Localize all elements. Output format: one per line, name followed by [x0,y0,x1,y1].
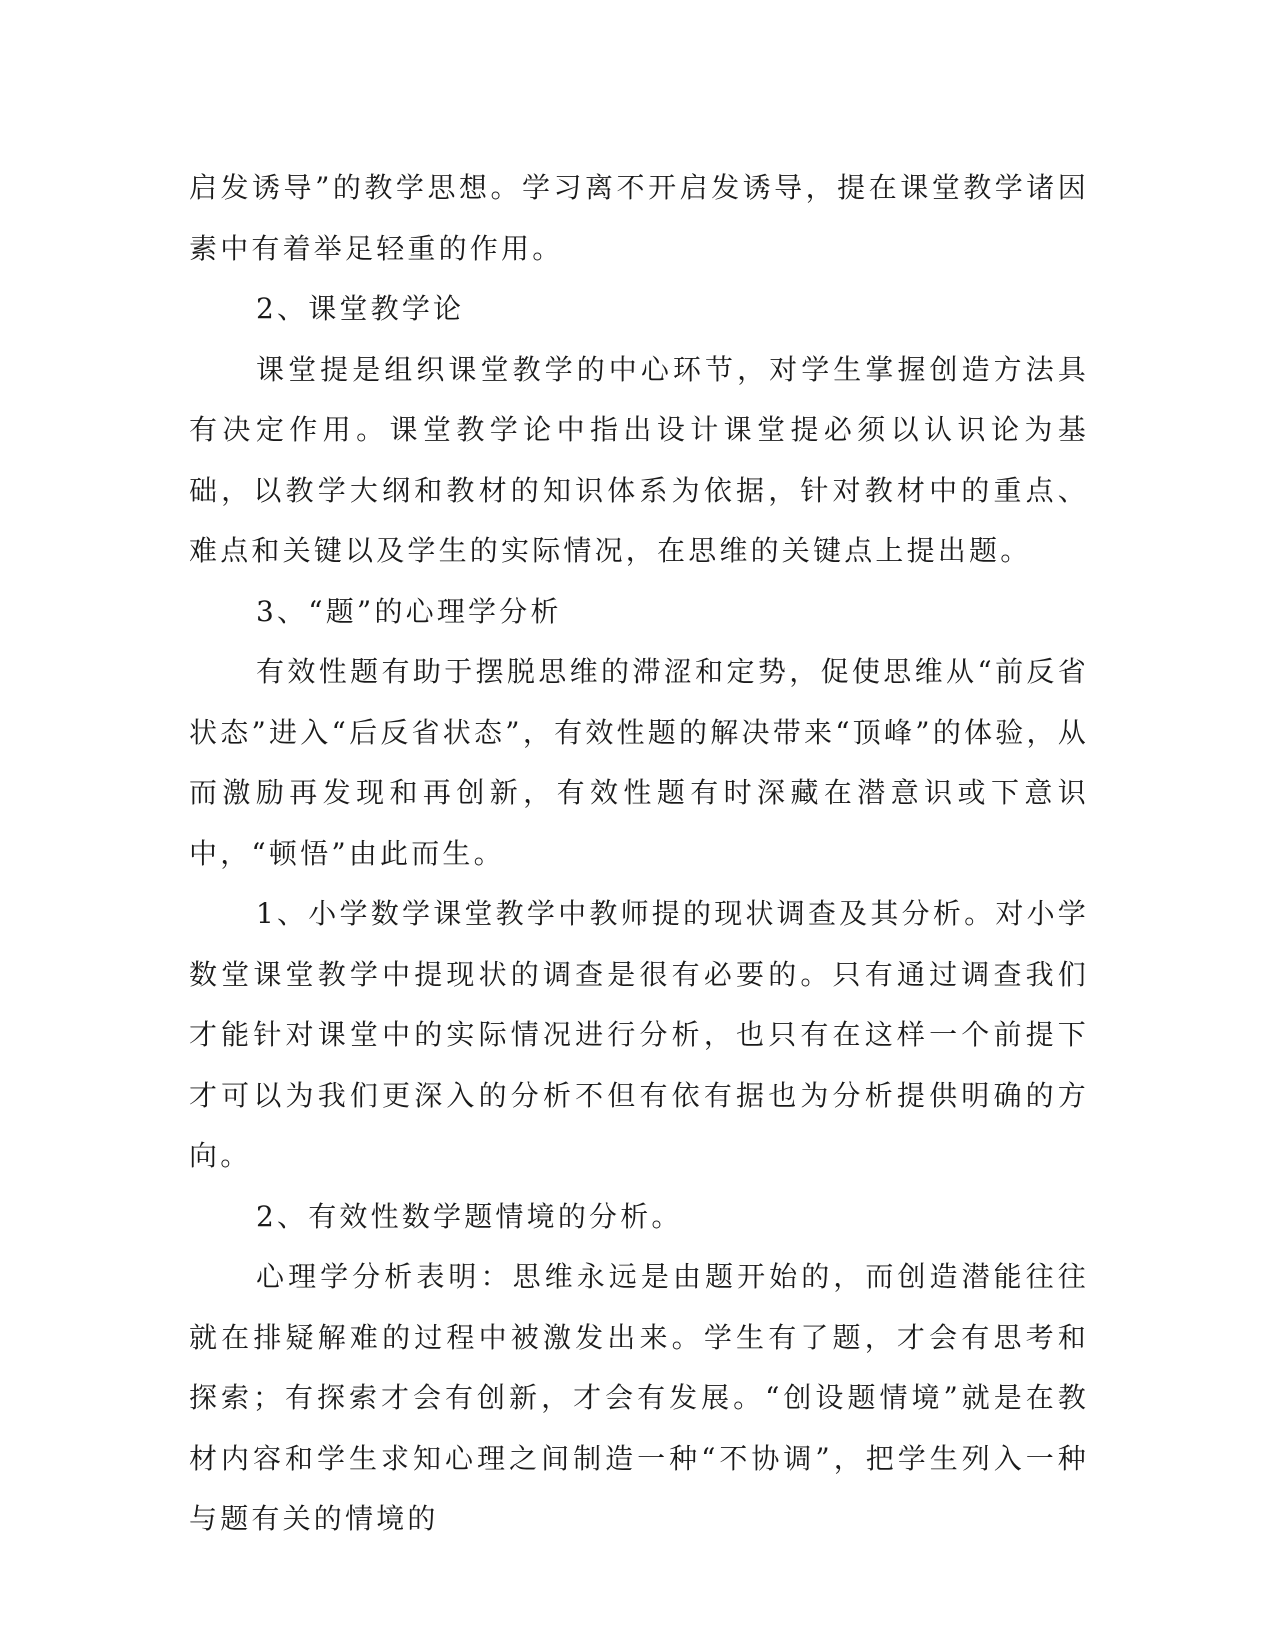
paragraph-survey-analysis: 1、小学数学课堂教学中教师提的现状调查及其分析。对小学数堂课堂教学中提现状的调查是很有必要的。只有通过调查我们才能针对课堂中的实际情况进行分析，也只有在这样一个前提下才可以为我们更深入的分析不但有依有据也为分析提供明确的方向。 [189,897,1089,1172]
section-heading-classroom-teaching-theory: 2、课堂教学论 [256,292,465,325]
paragraph-effective-questions: 有效性题有助于摆脱思维的滞涩和定势，促使思维从“前反省状态”进入“后反省状态”，有效性题的解决带来“顶峰”的体验，从而激励再发现和再创新，有效性题有时深藏在潜意识或下意识中，“顿悟”由此而生。 [189,655,1089,870]
section-heading-question-situation: 2、有效性数学题情境的分析。 [256,1199,683,1233]
paragraph-classroom-questioning: 课堂提是组织课堂教学的中心环节，对学生掌握创造方法具有决定作用。课堂教学论中指出设计课堂提必须以认识论为基础，以教学大纲和教材的知识体系为依据，针对教材中的重点、难点和关键以及学生的实际情况，在思维的关键点上提出题。 [189,352,1089,567]
paragraph-psychology-findings: 心理学分析表明：思维永远是由题开始的，而创造潜能往往就在排疑解难的过程中被激发出来。学生有了题，才会有思考和探索；有探索才会有创新，才会有发展。“创设题情境”就是在教材内容和学生求知心理之间制造一种“不协调”，把学生列入一种与题有关的情境的 [189,1260,1089,1535]
paragraph-continuation: 启发诱导”的教学思想。学习离不开启发诱导，提在课堂教学诸因素中有着举足轻重的作用。 [189,171,1089,265]
section-heading-psychology-analysis: 3、“题”的心理学分析 [256,594,562,628]
document-body [189,158,1089,1550]
